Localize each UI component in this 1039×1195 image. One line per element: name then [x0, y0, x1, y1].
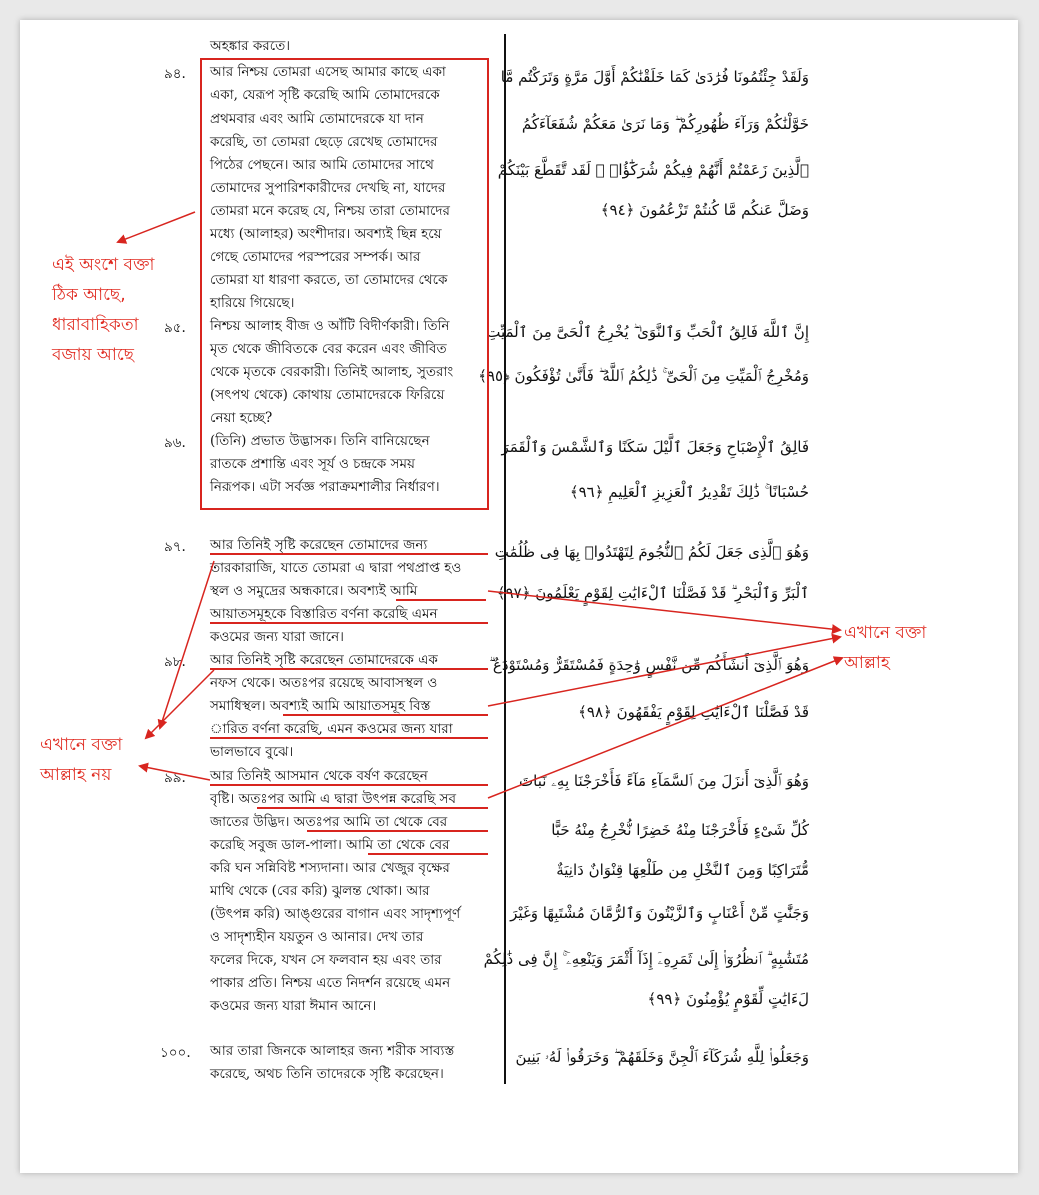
arabic-94-line: وَلَقَدْ جِئْتُمُونَا فُرَٰدَىٰ كَمَا خَلَقْنَٰكُمْ أَوَّلَ مَرَّةٍ وَتَرَكْتُم مَّا: [500, 68, 809, 86]
verse-99-line: জাতের উদ্ভিদ। অতঃপর আমি তা থেকে বের: [210, 814, 448, 830]
verse-94-line: তোমরা যা ধারণা করতে, তা তোমাদের থেকে: [210, 272, 448, 288]
note-line: এখানে বক্তা: [844, 623, 927, 643]
arabic-99-line: مُّتَرَاكِبًا وَمِنَ ٱلنَّخْلِ مِن طَلْعِهَا قِنْوَانٌ دَانِيَةٌ: [556, 861, 809, 879]
verse-number-98: ৯৮.: [164, 654, 186, 670]
verse-94-line: মধ্যে (আলাহর) অংশীদার। অবশ্যই ছিন্ন হয়ে: [210, 226, 442, 242]
arabic-97-line: ٱلْبَرِّ وَٱلْبَحْرِ ۗ قَدْ فَصَّلْنَا ٱلْءَايَٰتِ لِقَوْمٍ يَعْلَمُونَ ﴿٩٧﴾: [496, 584, 809, 602]
verse-99-line: ফলের দিকে, যখন সে ফলবান হয় এবং তার: [210, 952, 442, 968]
verse-94-line: গেছে তোমাদের পরস্পরের সম্পর্ক। আর: [210, 249, 421, 265]
verse-96-line: নিরূপক। এটা সর্বজ্ঞ পরাক্রমশালীর নির্ধারণ।: [210, 479, 440, 495]
note-line: বজায় আছে: [52, 345, 134, 365]
arabic-94-line: ٱلَّذِينَ زَعَمْتُمْ أَنَّهُمْ فِيكُمْ شُرَكَٰٓؤُا۟ ۚ لَقَد تَّقَطَّعَ بَيْنَكُمْ: [497, 161, 809, 179]
note-line: ধারাবাহিকতা: [52, 315, 139, 335]
verse-number-95: ৯৫.: [164, 320, 186, 336]
arabic-99-line: مُتَشَٰبِهٍ ۗ ٱنظُرُوٓا۟ إِلَىٰ ثَمَرِهِۦٓ إِذَآ أَثْمَرَ وَيَنْعِهِۦٓ ۚ إِنَّ فِى ذَٰلِكُمْ: [483, 950, 809, 968]
verse-95-line: নিশ্চয় আলাহ বীজ ও আঁটি বিদীর্ণকারী। তিনি: [210, 318, 450, 334]
verse-97-line: আর তিনিই সৃষ্টি করেছেন তোমাদের জন্য: [210, 537, 428, 553]
verse-number-97: ৯৭.: [164, 539, 186, 555]
verse-95-line: (সৎপথ থেকে) কোথায় তোমাদেরকে ফিরিয়ে: [210, 387, 445, 403]
verse-number-96: ৯৬.: [164, 435, 186, 451]
verse-98-line: আর তিনিই সৃষ্টি করেছেন তোমাদেরকে এক: [210, 652, 438, 668]
arabic-94-line: وَضَلَّ عَنكُم مَّا كُنتُمْ تَزْعُمُونَ ﴿٩٤﴾: [600, 201, 809, 219]
verse-94-line: প্রথমবার এবং আমি তোমাদেরকে যা দান: [210, 111, 424, 127]
verse-94-line: তোমাদের সুপারিশকারীদের দেখছি না, যাদের: [210, 180, 446, 196]
note-line: ঠিক আছে,: [52, 285, 126, 305]
verse-99-line: মাথি থেকে (বের করি) ঝুলন্ত থোকা। আর: [210, 883, 430, 899]
note-line: এই অংশে বক্তা: [52, 255, 155, 275]
arrow-97-to-allah-note: [488, 591, 840, 630]
arabic-95-line: وَمُخْرِجُ ٱلْمَيِّتِ مِنَ ٱلْحَىِّ ۚ ذَٰلِكُمُ ٱللَّهُ ۖ فَأَنَّىٰ تُؤْفَكُونَ ﴿٩٥﴾: [478, 367, 809, 385]
verse-98-line: সমাধিস্থল। অবশ্যই আমি আয়াতসমূহ বিস্ত: [210, 698, 431, 714]
arrow-box-to-continuity-note: [118, 212, 195, 242]
verse-94-line: হারিয়ে গিয়েছে।: [210, 295, 295, 311]
verse-100-line: করেছে, অথচ তিনি তাদেরকে সৃষ্টি করেছেন।: [210, 1066, 444, 1082]
arabic-96-line: فَالِقُ ٱلْإِصْبَاحِ وَجَعَلَ ٱلَّيْلَ سَكَنًا وَٱلشَّمْسَ وَٱلْقَمَرَ: [501, 438, 809, 456]
verse-97-line: আয়াতসমূহকে বিস্তারিত বর্ণনা করেছি এমন: [210, 606, 438, 622]
verse-number-100: ১০০.: [160, 1045, 191, 1061]
arabic-95-line: إِنَّ ٱللَّهَ فَالِقُ ٱلْحَبِّ وَٱلنَّوَىٰ ۖ يُخْرِجُ ٱلْحَىَّ مِنَ ٱلْمَيِّتِ: [486, 323, 809, 341]
verse-99-line: আর তিনিই আসমান থেকে বর্ষণ করেছেন: [210, 768, 428, 784]
arabic-97-line: وَهُوَ ٱلَّذِى جَعَلَ لَكُمُ ٱلنُّجُومَ لِتَهْتَدُوا۟ بِهَا فِى ظُلُمَٰتِ: [494, 543, 809, 561]
verse-94-line: একা, যেরূপ সৃষ্টি করেছি আমি তোমাদেরকে: [210, 87, 440, 103]
verse-97-line: স্থল ও সমুদ্রের অন্ধকারে। অবশ্যই আমি: [210, 583, 418, 599]
arrow-99-to-allah-note: [488, 658, 842, 798]
verse-98-line: নফস থেকে। অতঃপর রয়েছে আবাসস্থল ও: [210, 675, 438, 691]
verse-number-99: ৯৯.: [164, 770, 186, 786]
verse-99-line: করেছি সবুজ ডাল-পালা। আমি তা থেকে বের: [210, 837, 450, 853]
arrow-98-to-not-allah-note: [146, 670, 214, 738]
verse-94-line: তোমরা মনে করেছ যে, নিশ্চয় তারা তোমাদের: [210, 203, 450, 219]
arrow-97-to-not-allah-note: [160, 561, 214, 728]
verse-96-line: (তিনি) প্রভাত উদ্ভাসক। তিনি বানিয়েছেন: [210, 433, 430, 449]
verse-95-line: মৃত থেকে জীবিতকে বের করেন এবং জীবিত: [210, 341, 447, 357]
arabic-98-line: وَهُوَ ٱلَّذِىٓ أَنشَأَكُم مِّن نَّفْسٍ وَٰحِدَةٍ فَمُسْتَقَرٌّ وَمُسْتَوْدَعٌ ۗ: [489, 656, 809, 674]
verse-99-line: (উৎপন্ন করি) আঙ্গুরের বাগান এবং সাদৃশ্যপূর্ণ: [210, 906, 461, 922]
verse-95-line: নেয়া হচ্ছে?: [210, 410, 273, 426]
verse-97-line: কওমের জন্য যারা জানে।: [210, 629, 344, 645]
verse-94-line: আর নিশ্চয় তোমরা এসেছ আমার কাছে একা: [210, 64, 446, 80]
verse-98-line: ভালভাবে বুঝে।: [210, 744, 294, 760]
verse-99-line: করি ঘন সন্নিবিষ্ট শস্যদানা। আর খেজুর বৃক্ষের: [210, 860, 450, 876]
verse-95-line: থেকে মৃতকে বেরকারী। তিনিই আলাহ, সুতরাং: [210, 364, 454, 380]
verse-93-tail: অহঙ্কার করতে।: [210, 38, 291, 54]
verse-94-line: পিঠের পেছনে। আর আমি তোমাদের সাথে: [210, 157, 434, 173]
verse-99-line: পাকার প্রতি। নিশ্চয় এতে নিদর্শন রয়েছে এমন: [210, 975, 451, 991]
note-line: এখানে বক্তা: [40, 735, 123, 755]
arabic-99-line: كُلِّ شَىْءٍ فَأَخْرَجْنَا مِنْهُ خَضِرًا نُّخْرِجُ مِنْهُ حَبًّا: [551, 821, 809, 839]
arrow-99-to-not-allah-note: [140, 766, 210, 780]
arabic-100-line: وَجَعَلُوا۟ لِلَّهِ شُرَكَآءَ ٱلْجِنَّ وَخَلَقَهُمْ ۖ وَخَرَقُوا۟ لَهُۥ بَنِينَ: [515, 1048, 809, 1066]
note-line: আল্লাহ নয়: [40, 765, 112, 785]
arabic-99-line: وَهُوَ ٱلَّذِىٓ أَنزَلَ مِنَ ٱلسَّمَآءِ مَآءً فَأَخْرَجْنَا بِهِۦ نَبَاتَ: [519, 772, 809, 790]
arabic-94-line: خَوَّلْنَٰكُمْ وَرَآءَ ظُهُورِكُمْ ۖ وَمَا نَرَىٰ مَعَكُمْ شُفَعَآءَكُمُ: [521, 115, 809, 133]
arabic-99-line: وَجَنَّٰتٍ مِّنْ أَعْنَابٍ وَٱلزَّيْتُونَ وَٱلرُّمَّانَ مُشْتَبِهًا وَغَيْرَ: [510, 904, 809, 922]
verse-94-line: করেছি, তা তোমরা ছেড়ে রেখেছ তোমাদের: [210, 134, 438, 150]
verse-number-94: ৯৪.: [164, 66, 186, 82]
verse-97-line: তারকারাজি, যাতে তোমরা এ দ্বারা পথপ্রাপ্ত হও: [210, 560, 462, 576]
verse-100-line: আর তারা জিনকে আলাহর জন্য শরীক সাব্যস্ত: [210, 1043, 455, 1059]
note-line: আল্লাহ: [844, 653, 890, 673]
verse-99-line: বৃষ্টি। অতঃপর আমি এ দ্বারা উৎপন্ন করেছি সব: [210, 791, 456, 807]
verse-99-line: ও সাদৃশ্যহীন যয়তুন ও আনার। দেখ তার: [210, 929, 424, 945]
arabic-96-line: حُسْبَانًا ۚ ذَٰلِكَ تَقْدِيرُ ٱلْعَزِيزِ ٱلْعَلِيمِ ﴿٩٦﴾: [569, 483, 809, 501]
verse-96-line: রাতকে প্রশান্তি এবং সূর্য ও চন্দ্রকে সময়: [210, 456, 415, 472]
arabic-99-line: لَءَايَٰتٍ لِّقَوْمٍ يُؤْمِنُونَ ﴿٩٩﴾: [647, 990, 809, 1008]
verse-98-line: ারিত বর্ণনা করেছি, এমন কওমের জন্য যারা: [210, 721, 453, 737]
arrow-98-to-allah-note: [488, 637, 840, 706]
verse-99-line: কওমের জন্য যারা ঈমান আনে।: [210, 998, 377, 1014]
arabic-98-line: قَدْ فَصَّلْنَا ٱلْءَايَٰتِ لِقَوْمٍ يَفْقَهُونَ ﴿٩٨﴾: [578, 703, 809, 721]
